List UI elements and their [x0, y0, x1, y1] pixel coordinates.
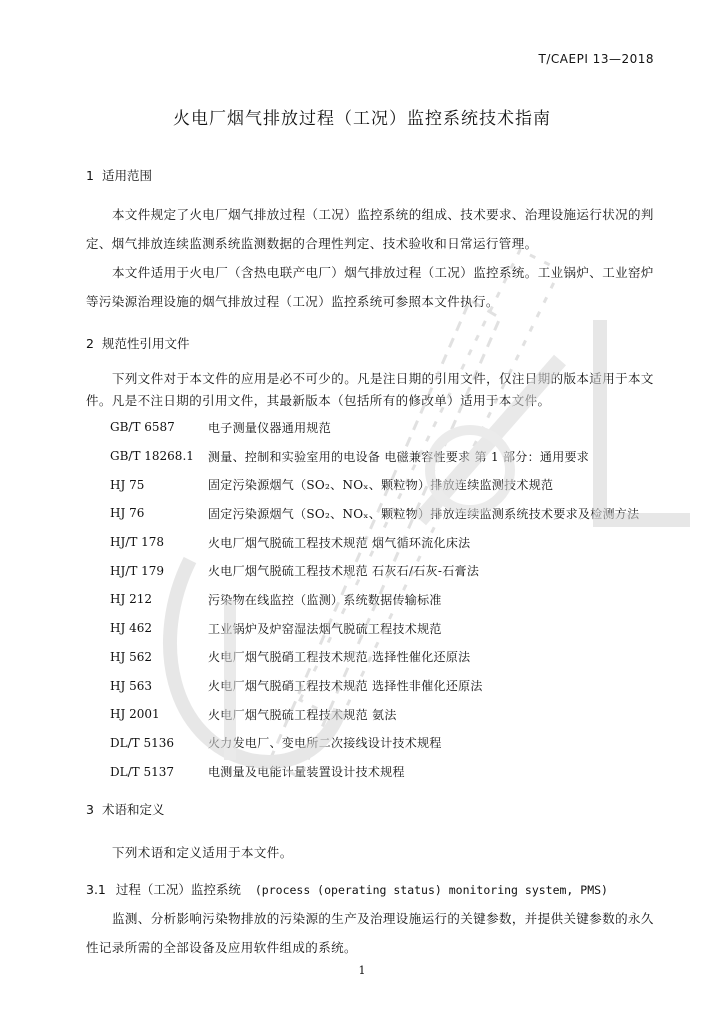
section-1-paragraph-1: 本文件规定了火电厂烟气排放过程（工况）监控系统的组成、技术要求、治理设施运行状况的判定、烟气排放连续监测系统监测数据的合理性判定、技术验收和日常运行管理。 — [86, 207, 654, 251]
reference-row — [110, 643, 670, 672]
reference-title: 固定污染源烟气（SO₂、NOₓ、颗粒物）排放连续监测技术规范 — [208, 478, 554, 493]
reference-title: 火电厂烟气脱硫工程技术规范 石灰石/石灰-石膏法 — [208, 564, 480, 579]
section-title: 术语和定义 — [101, 802, 165, 817]
reference-title: 固定污染源烟气（SO₂、NOₓ、颗粒物）排放连续监测系统技术要求及检测方法 — [208, 506, 640, 521]
term-english-name: (process (operating status) monitoring system, PMS) — [254, 883, 608, 897]
section-1-paragraph-2: 本文件适用于火电厂（含热电联产电厂）烟气排放过程（工况）监控系统。工业锅炉、工业窑炉等污染源治理设施的烟气排放过程（工况）监控系统可参照本文件执行。 — [86, 265, 654, 309]
document-title: 火电厂烟气排放过程（工况）监控系统技术指南 — [173, 109, 551, 129]
reference-code: GB/T 6587 — [110, 420, 175, 435]
reference-row — [110, 556, 670, 585]
reference-row — [110, 671, 670, 700]
reference-title: 火力发电厂、变电所二次接线设计技术规程 — [208, 736, 442, 751]
reference-row — [110, 757, 670, 786]
reference-title: 火电厂烟气脱硝工程技术规范 选择性非催化还原法 — [208, 679, 483, 694]
reference-code: HJ 563 — [110, 678, 152, 693]
reference-row — [110, 700, 670, 729]
section-title: 规范性引用文件 — [101, 336, 190, 351]
section-3-heading — [86, 800, 164, 818]
reference-row — [110, 729, 670, 758]
reference-code: DL/T 5137 — [110, 764, 174, 779]
reference-title: 火电厂烟气脱硫工程技术规范 氨法 — [208, 707, 397, 722]
reference-row — [110, 585, 670, 614]
reference-title: 污染物在线监控（监测）系统数据传输标准 — [208, 592, 442, 607]
reference-title: 电子测量仪器通用规范 — [208, 420, 332, 435]
section-2-paragraph-1: 下列文件对于本文件的应用是必不可少的。凡是注日期的引用文件，仅注日期的版本适用于本文件。凡是不注日期的引用文件，其最新版本（包括所有的修改单）适用于本文件。 — [86, 371, 654, 408]
reference-title: 电测量及电能计量装置设计技术规程 — [208, 765, 405, 780]
section-1-heading — [86, 166, 152, 184]
section-number: 2 — [86, 336, 94, 351]
reference-row — [110, 470, 670, 499]
reference-code: HJ 562 — [110, 649, 152, 664]
section-2-heading — [86, 334, 189, 352]
normative-references-list — [110, 413, 670, 786]
reference-code: HJ/T 179 — [110, 563, 165, 578]
reference-row — [110, 413, 670, 442]
reference-code: GB/T 18268.1 — [110, 449, 194, 464]
document-code: T/CAEPI 13—2018 — [538, 52, 654, 66]
term-title: 过程（工况）监控系统 — [115, 882, 241, 897]
page-number: 1 — [358, 964, 366, 977]
reference-code: HJ 462 — [110, 621, 152, 636]
reference-code: HJ 75 — [110, 477, 145, 492]
term-3-1-definition: 监测、分析影响污染物排放的污染源的生产及治理设施运行的关键参数，并提供关键参数的永久性记录所需的全部设备及应用软件组成的系统。 — [86, 911, 654, 955]
reference-title: 工业锅炉及炉窑湿法烟气脱硫工程技术规范 — [208, 621, 442, 636]
reference-code: DL/T 5136 — [110, 735, 174, 750]
reference-title: 火电厂烟气脱硝工程技术规范 选择性催化还原法 — [208, 650, 471, 665]
reference-title: 火电厂烟气脱硫工程技术规范 烟气循环流化床法 — [208, 535, 471, 550]
reference-row — [110, 499, 670, 528]
reference-code: HJ 2001 — [110, 707, 160, 722]
reference-title: 测量、控制和实验室用的电设备 电磁兼容性要求 第 1 部分：通用要求 — [208, 449, 590, 464]
section-3-paragraph-1: 下列术语和定义适用于本文件。 — [112, 845, 293, 860]
section-title: 适用范围 — [101, 168, 152, 183]
reference-code: HJ/T 178 — [110, 535, 165, 550]
section-number: 3 — [86, 802, 94, 817]
term-number: 3.1 — [86, 882, 106, 897]
reference-row — [110, 528, 670, 557]
reference-code: HJ 76 — [110, 506, 145, 521]
reference-code: HJ 212 — [110, 592, 152, 607]
section-number: 1 — [86, 168, 94, 183]
reference-row — [110, 442, 670, 471]
term-3-1-heading — [86, 880, 608, 898]
reference-row — [110, 614, 670, 643]
